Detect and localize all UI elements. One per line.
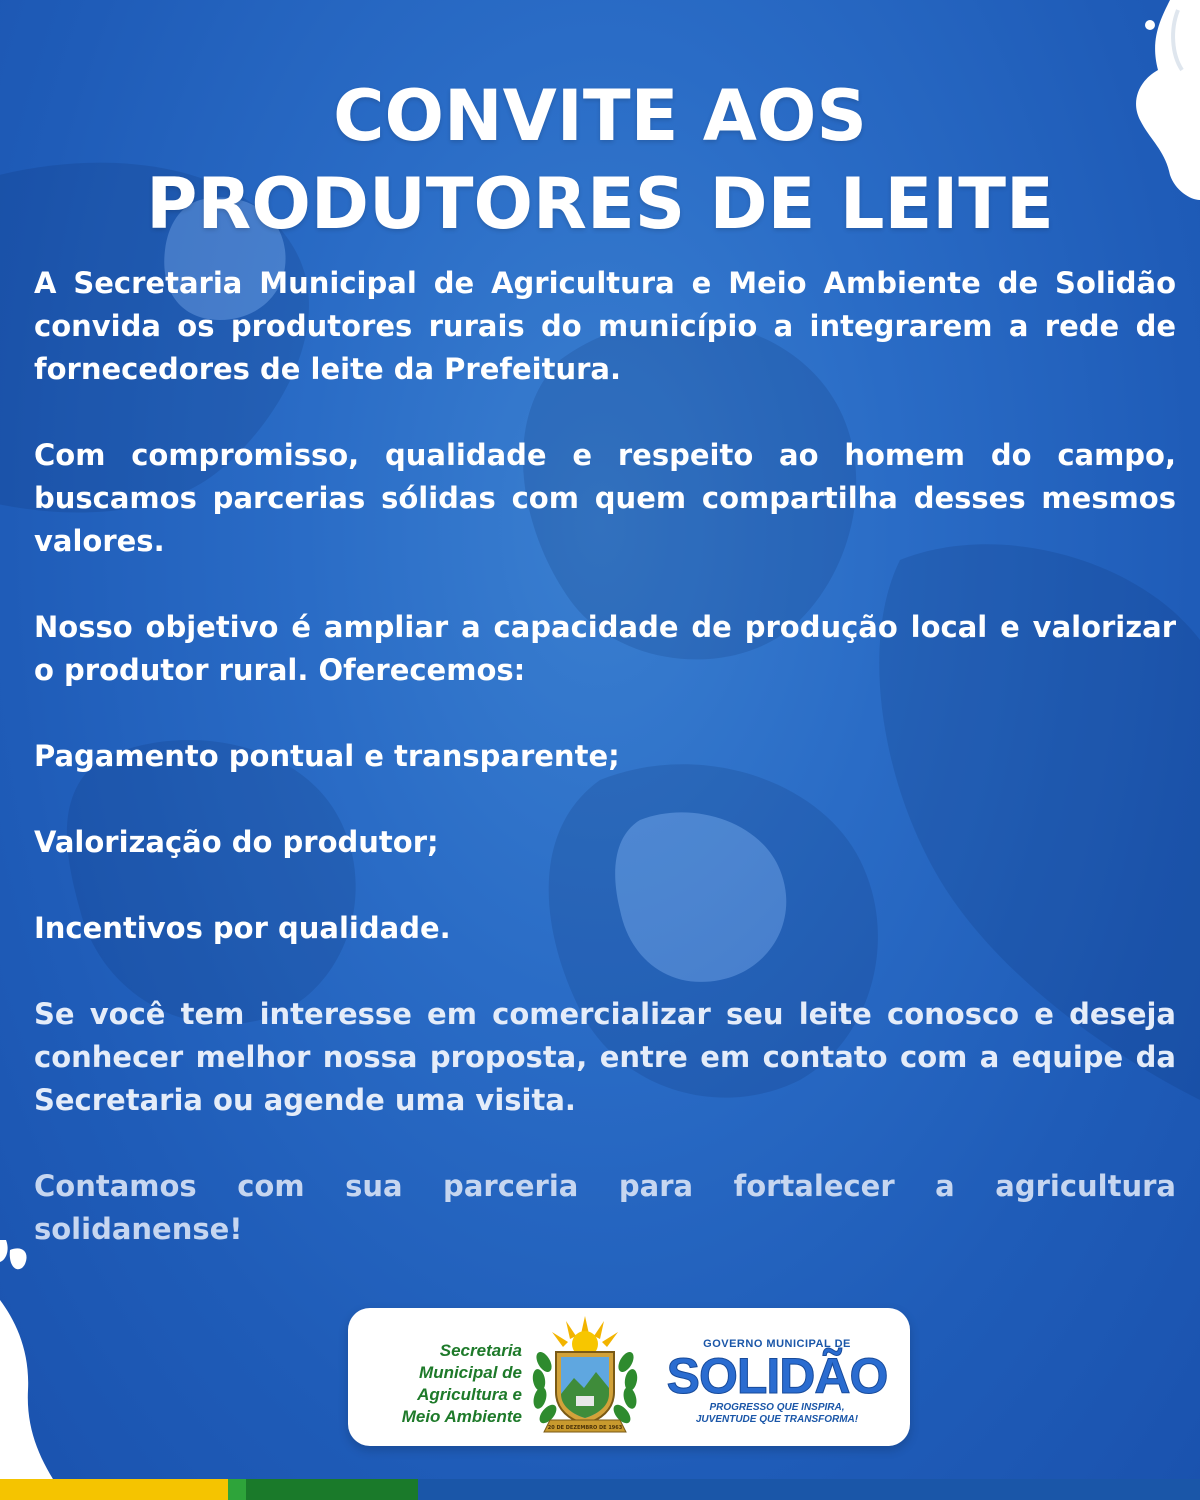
paragraph-objective: Nosso objetivo é ampliar a capacidade de produção local e valorizar o produtor rural. Oferecemos: xyxy=(34,610,1176,687)
secretaria-line-3: Agricultura e xyxy=(417,1385,522,1404)
paragraph-intro: A Secretaria Municipal de Agricultura e Meio Ambiente de Solidão convida os produtores rurais do município a integrarem a rede de fornecedores de leite da Prefeitura. xyxy=(34,266,1176,386)
stripe-green xyxy=(246,1479,418,1500)
paragraph-closing: Contamos com sua parceria para fortalecer a agricultura solidanense! xyxy=(34,1169,1176,1246)
secretaria-line-1: Secretaria xyxy=(439,1341,522,1360)
offer-item-valorization: Valorização do produtor; xyxy=(34,825,439,859)
title-line-2: PRODUTORES DE LEITE xyxy=(146,163,1054,245)
page-title xyxy=(0,72,1200,248)
flag-color-stripe xyxy=(0,1479,1200,1500)
milk-splash-left-icon xyxy=(0,1240,70,1490)
stripe-yellow xyxy=(0,1479,228,1500)
paragraph-commitment: Com compromisso, qualidade e respeito ao homem do campo, buscamos parcerias sólidas com quem compartilha desses mesmos valores. xyxy=(34,438,1176,558)
secretaria-line-4: Meio Ambiente xyxy=(401,1407,522,1426)
seal-date-text: 20 DE DEZEMBRO DE 1963 xyxy=(547,1425,623,1431)
secretaria-line-2: Municipal de xyxy=(419,1363,522,1382)
title-line-1: CONVITE AOS xyxy=(333,75,867,157)
stripe-light-green xyxy=(228,1479,246,1500)
slogan-line-1: PROGRESSO QUE INSPIRA, xyxy=(709,1402,845,1413)
offer-item-payment: Pagamento pontual e transparente; xyxy=(34,739,620,773)
secretaria-logo-text xyxy=(362,1340,522,1428)
municipal-seal-icon xyxy=(526,1312,644,1442)
paragraph-contact: Se você tem interesse em comercializar seu leite conosco e deseja conhecer melhor nossa proposta, entre em contato com a equipe da Secretaria ou agende uma visita. xyxy=(34,997,1176,1117)
logo-card xyxy=(348,1308,910,1446)
stripe-blue xyxy=(418,1479,1200,1500)
offer-item-incentives: Incentivos por qualidade. xyxy=(34,911,451,945)
slogan-line-2: JUVENTUDE QUE TRANSFORMA! xyxy=(695,1414,859,1425)
invitation-body xyxy=(34,262,1176,1251)
gov-label: GOVERNO MUNICIPAL DE xyxy=(703,1338,851,1350)
gov-name: SOLIDÃO xyxy=(666,1348,888,1404)
solidao-logo xyxy=(652,1338,902,1426)
